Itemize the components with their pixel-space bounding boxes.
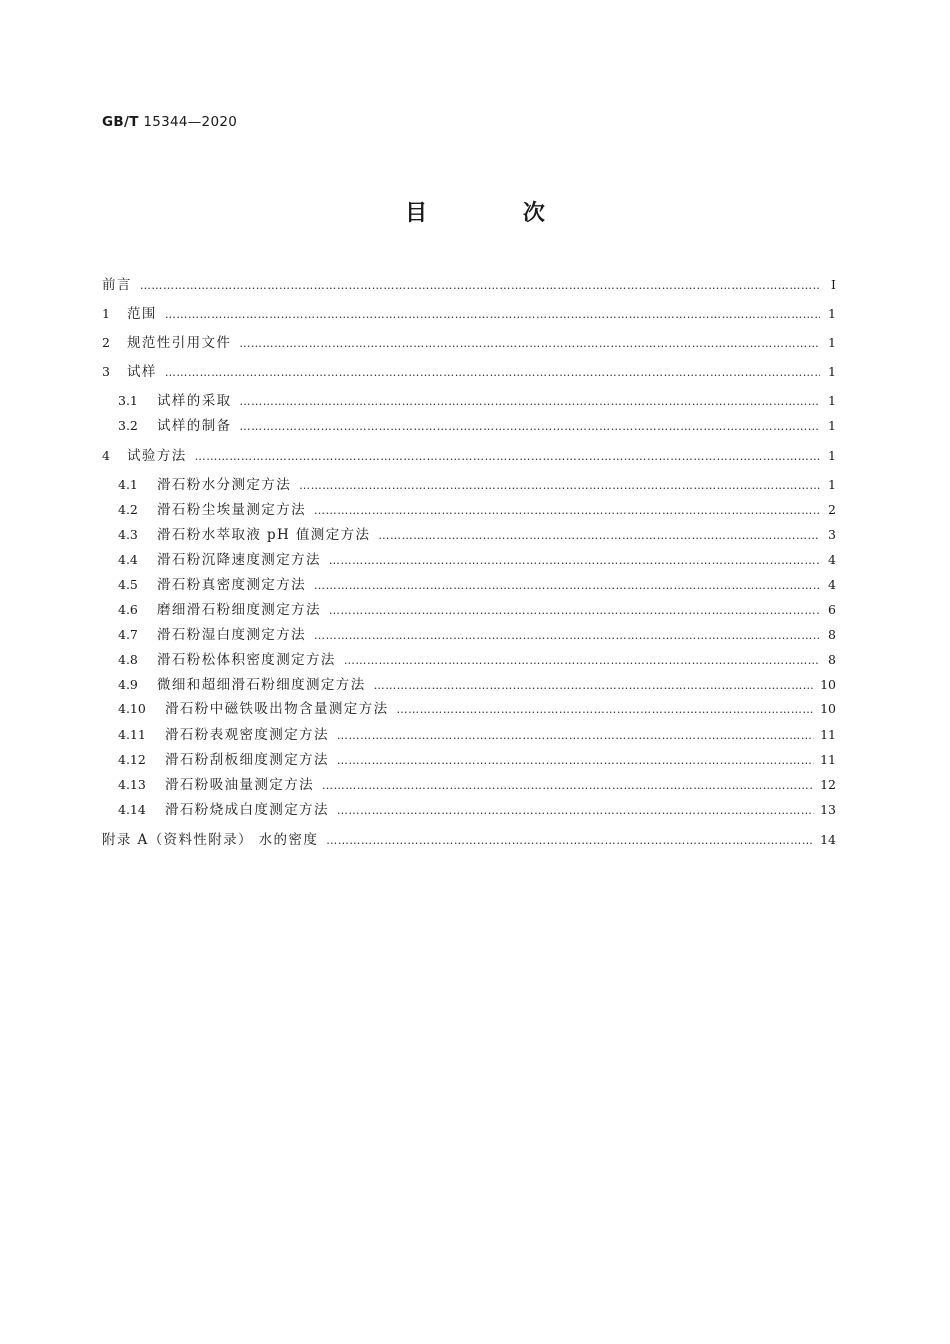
toc-leader-dots bbox=[299, 476, 820, 496]
toc-leader-dots bbox=[195, 447, 820, 467]
toc-entry-title: 试样的制备 bbox=[157, 418, 232, 434]
toc-entry-title: 滑石粉吸油量测定方法 bbox=[165, 777, 314, 793]
toc-entry-page: 8 bbox=[828, 652, 836, 667]
toc-entry-4-3[interactable] bbox=[118, 525, 836, 545]
toc-entry-number: 3.1 bbox=[118, 393, 138, 408]
toc-entry-number: 4.10 bbox=[118, 701, 146, 716]
toc-entry-4-11[interactable] bbox=[118, 725, 836, 745]
toc-entry-number: 4.12 bbox=[118, 752, 146, 767]
toc-entry-4-5[interactable] bbox=[118, 575, 836, 595]
toc-leader-dots bbox=[326, 831, 814, 851]
toc-entry-appendix-a[interactable] bbox=[102, 830, 836, 850]
toc-entry-4-9[interactable] bbox=[118, 675, 836, 695]
toc-leader-dots bbox=[337, 751, 814, 771]
toc-entry-number: 4.7 bbox=[118, 627, 138, 642]
toc-entry-title: 试验方法 bbox=[127, 448, 187, 464]
toc-entry-4-10[interactable] bbox=[118, 699, 836, 719]
toc-entry-number: 3.2 bbox=[118, 418, 138, 433]
toc-entry-number: 4.6 bbox=[118, 602, 138, 617]
toc-entry-page: 10 bbox=[820, 701, 836, 716]
toc-leader-dots bbox=[314, 626, 820, 646]
toc-entry-title: 微细和超细滑石粉细度测定方法 bbox=[157, 677, 366, 693]
toc-entry-4[interactable] bbox=[102, 446, 836, 466]
toc-entry-title: 滑石粉沉降速度测定方法 bbox=[157, 552, 321, 568]
toc-leader-dots bbox=[314, 576, 820, 596]
standard-code: GB/T bbox=[102, 114, 139, 130]
toc-leader-dots bbox=[344, 651, 820, 671]
toc-entry-title: 滑石粉尘埃量测定方法 bbox=[157, 502, 306, 518]
toc-entry-number: 3 bbox=[102, 364, 110, 379]
toc-entry-title: 滑石粉烧成白度测定方法 bbox=[165, 802, 329, 818]
toc-entry-page: 14 bbox=[820, 832, 836, 847]
toc-entry-title: 滑石粉松体积密度测定方法 bbox=[157, 652, 336, 668]
toc-leader-dots bbox=[378, 526, 820, 546]
toc-entry-title: 前言 bbox=[102, 277, 132, 293]
toc-leader-dots bbox=[239, 334, 820, 354]
toc-leader-dots bbox=[165, 305, 820, 325]
toc-leader-dots bbox=[374, 676, 814, 696]
toc-entry-4-14[interactable] bbox=[118, 800, 836, 820]
standard-header bbox=[102, 114, 237, 130]
toc-leader-dots bbox=[140, 276, 820, 296]
toc-entry-number: 4 bbox=[102, 448, 110, 463]
toc-entry-page: 3 bbox=[828, 527, 836, 542]
toc-entry-4-8[interactable] bbox=[118, 650, 836, 670]
page-title: 目 次 bbox=[405, 201, 589, 226]
toc-entry-number: 2 bbox=[102, 335, 110, 350]
toc-entry-3-1[interactable] bbox=[118, 391, 836, 411]
toc-entry-4-7[interactable] bbox=[118, 625, 836, 645]
toc-entry-page: 13 bbox=[820, 802, 836, 817]
toc-leader-dots bbox=[322, 776, 814, 796]
toc-entry-page: 12 bbox=[820, 777, 836, 792]
toc-leader-dots bbox=[240, 417, 821, 437]
toc-entry-number: 4.3 bbox=[118, 527, 138, 542]
toc-entry-title: 滑石粉中磁铁吸出物含量测定方法 bbox=[165, 701, 389, 717]
toc-entry-page: 1 bbox=[828, 306, 836, 321]
toc-entry-number: 4.5 bbox=[118, 577, 138, 592]
toc-entry-page: 10 bbox=[820, 677, 836, 692]
toc-entry-foreword[interactable] bbox=[102, 275, 836, 295]
toc-entry-page: 11 bbox=[820, 727, 836, 742]
toc-entry-page: 8 bbox=[828, 627, 836, 642]
toc-entry-title: 滑石粉湿白度测定方法 bbox=[157, 627, 306, 643]
toc-leader-dots bbox=[329, 601, 820, 621]
toc-entry-3-2[interactable] bbox=[118, 416, 836, 436]
toc-entry-page: 1 bbox=[828, 477, 836, 492]
toc-leader-dots bbox=[337, 726, 814, 746]
standard-number: 15344—2020 bbox=[143, 114, 238, 130]
toc-entry-2[interactable] bbox=[102, 333, 836, 353]
toc-entry-4-12[interactable] bbox=[118, 750, 836, 770]
toc-entry-number: 1 bbox=[102, 306, 110, 321]
toc-entry-4-1[interactable] bbox=[118, 475, 836, 495]
toc-entry-title: 试样 bbox=[127, 364, 157, 380]
toc-entry-4-13[interactable] bbox=[118, 775, 836, 795]
toc-entry-page: 6 bbox=[828, 602, 836, 617]
toc-entry-number: 4.8 bbox=[118, 652, 138, 667]
toc-entry-number: 4.4 bbox=[118, 552, 138, 567]
toc-entry-number: 4.2 bbox=[118, 502, 138, 517]
toc-leader-dots bbox=[329, 551, 820, 571]
toc-entry-page: 1 bbox=[828, 364, 836, 379]
toc-entry-title: 范围 bbox=[127, 306, 157, 322]
toc-entry-title: 滑石粉水萃取液 pH 值测定方法 bbox=[157, 527, 371, 543]
toc-leader-dots bbox=[240, 392, 821, 412]
toc-entry-page: 11 bbox=[820, 752, 836, 767]
toc-entry-page: 1 bbox=[828, 448, 836, 463]
toc-entry-title: 滑石粉刮板细度测定方法 bbox=[165, 752, 329, 768]
toc-entry-4-4[interactable] bbox=[118, 550, 836, 570]
toc-entry-title: 磨细滑石粉细度测定方法 bbox=[157, 602, 321, 618]
toc-entry-page: 2 bbox=[828, 502, 836, 517]
toc-entry-page: 4 bbox=[828, 577, 836, 592]
toc-entry-title: 滑石粉真密度测定方法 bbox=[157, 577, 306, 593]
toc-entry-3[interactable] bbox=[102, 362, 836, 382]
toc-entry-title: 滑石粉表观密度测定方法 bbox=[165, 727, 329, 743]
toc-entry-number: 4.14 bbox=[118, 802, 146, 817]
toc-entry-4-2[interactable] bbox=[118, 500, 836, 520]
toc-entry-title: 规范性引用文件 bbox=[127, 335, 232, 351]
toc-entry-number: 4.1 bbox=[118, 477, 138, 492]
toc-entry-page: 1 bbox=[828, 418, 836, 433]
toc-entry-title: 试样的采取 bbox=[157, 393, 232, 409]
toc-leader-dots bbox=[314, 501, 820, 521]
toc-entry-title: 附录 A（资料性附录） 水的密度 bbox=[102, 832, 319, 848]
toc-entry-page: 1 bbox=[828, 335, 836, 350]
toc-leader-dots bbox=[337, 801, 814, 821]
toc-entry-number: 4.9 bbox=[118, 677, 138, 692]
toc-entry-title: 滑石粉水分测定方法 bbox=[157, 477, 292, 493]
toc-entry-4-6[interactable] bbox=[118, 600, 836, 620]
toc-entry-page: Ⅰ bbox=[831, 277, 836, 292]
toc-entry-number: 4.13 bbox=[118, 777, 146, 792]
toc-entry-page: 4 bbox=[828, 552, 836, 567]
toc-entry-1[interactable] bbox=[102, 304, 836, 324]
toc-leader-dots bbox=[397, 700, 815, 720]
toc-entry-number: 4.11 bbox=[118, 727, 146, 742]
toc-leader-dots bbox=[165, 363, 820, 383]
toc-entry-page: 1 bbox=[828, 393, 836, 408]
